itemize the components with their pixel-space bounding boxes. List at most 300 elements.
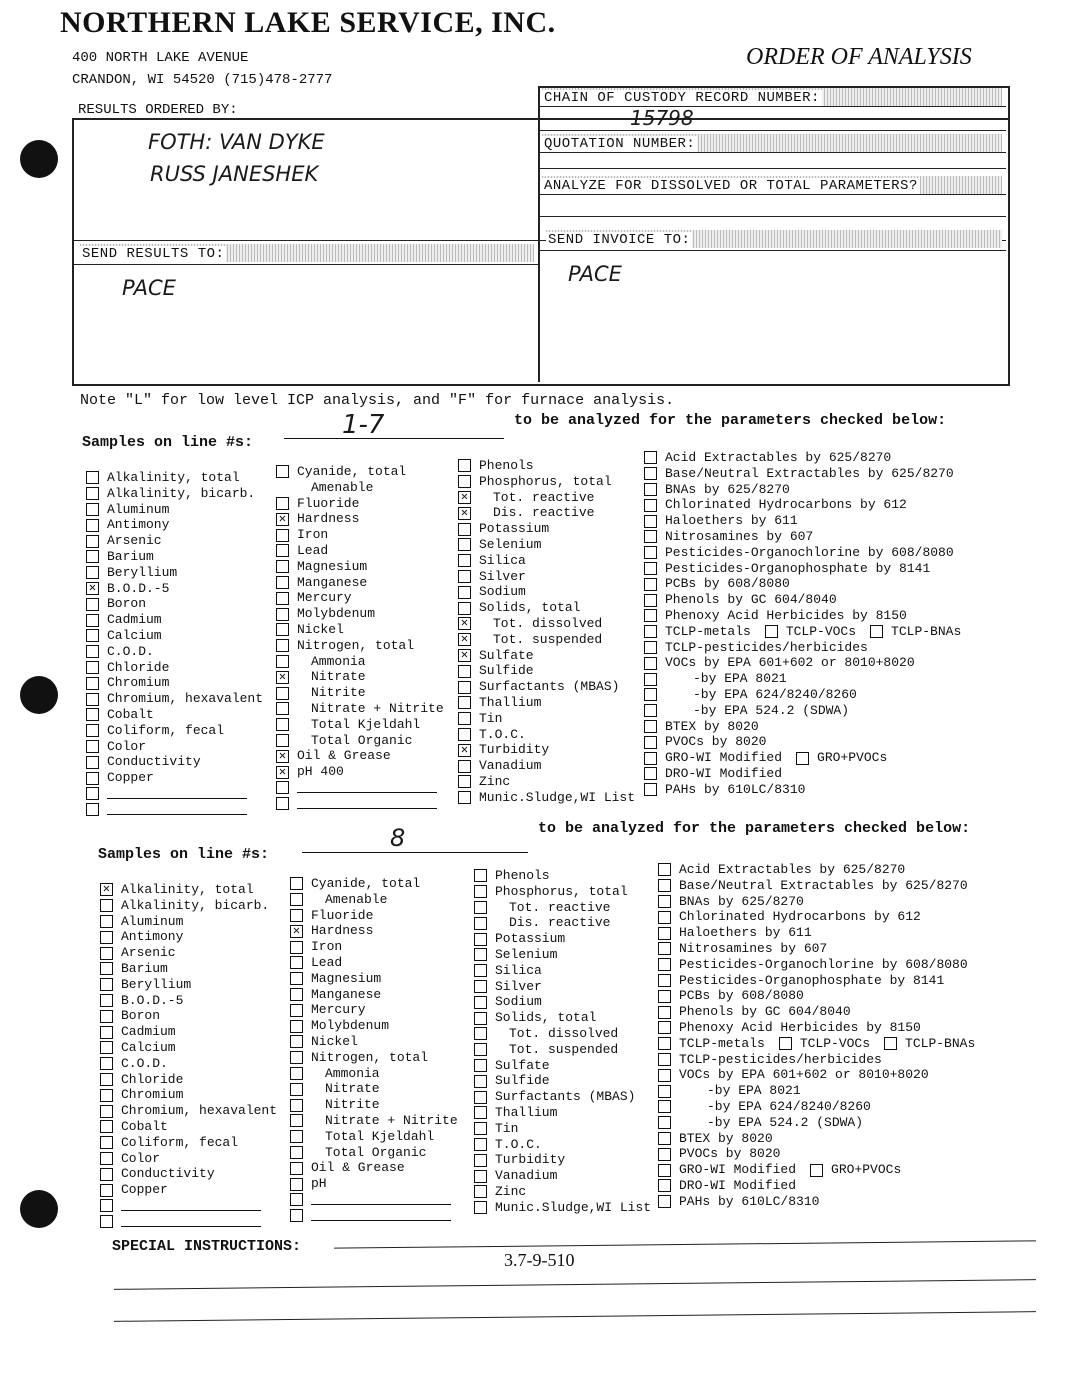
checkbox[interactable] xyxy=(658,1069,671,1082)
checked-checkbox[interactable] xyxy=(276,766,289,779)
checkbox[interactable] xyxy=(290,956,303,969)
checklist-item[interactable] xyxy=(474,884,651,900)
checkbox[interactable] xyxy=(290,893,303,906)
checklist-item[interactable] xyxy=(100,945,277,961)
checklist-item[interactable] xyxy=(658,957,975,973)
checkbox[interactable] xyxy=(86,519,99,532)
blank-entry-line[interactable] xyxy=(297,783,437,793)
checklist-item[interactable] xyxy=(276,796,444,812)
checklist-item[interactable] xyxy=(474,915,651,931)
checklist-item[interactable] xyxy=(290,1034,458,1050)
checkbox[interactable] xyxy=(86,724,99,737)
checklist-item[interactable] xyxy=(290,987,458,1003)
checkbox[interactable] xyxy=(458,760,471,773)
checklist-item[interactable] xyxy=(474,1042,651,1058)
checked-checkbox[interactable] xyxy=(86,582,99,595)
checklist-item[interactable] xyxy=(658,988,975,1004)
checklist-item[interactable] xyxy=(100,1056,277,1072)
checkbox[interactable] xyxy=(658,1100,671,1113)
special-instructions-line-1[interactable] xyxy=(334,1240,1036,1248)
checkbox[interactable] xyxy=(100,931,113,944)
checkbox[interactable] xyxy=(100,1120,113,1133)
checklist-item[interactable] xyxy=(276,780,444,796)
checklist-item[interactable] xyxy=(658,1036,975,1052)
checklist-item[interactable] xyxy=(644,576,961,592)
checklist-item[interactable] xyxy=(644,513,961,529)
send-results-value[interactable]: PACE xyxy=(122,276,176,300)
checklist-item[interactable] xyxy=(86,533,263,549)
results-ordered-by-line1[interactable]: FOTH: VAN DYKE xyxy=(148,130,325,154)
checklist-item[interactable] xyxy=(86,660,263,676)
checklist-item[interactable] xyxy=(100,961,277,977)
checkbox[interactable] xyxy=(86,803,99,816)
checkbox[interactable] xyxy=(458,475,471,488)
checkbox[interactable] xyxy=(290,941,303,954)
checklist-item[interactable] xyxy=(458,648,635,664)
checklist-item[interactable] xyxy=(290,1018,458,1034)
send-invoice-value[interactable]: PACE xyxy=(568,262,622,286)
checklist-item[interactable] xyxy=(658,1083,975,1099)
checkbox[interactable] xyxy=(86,550,99,563)
checkbox[interactable] xyxy=(644,625,657,638)
checklist-item[interactable] xyxy=(290,1129,458,1145)
chain-of-custody-value[interactable]: 15798 xyxy=(630,106,694,130)
checkbox[interactable] xyxy=(644,720,657,733)
checkbox[interactable] xyxy=(644,704,657,717)
checklist-item[interactable] xyxy=(658,878,975,894)
checkbox[interactable] xyxy=(100,1199,113,1212)
checklist-item[interactable] xyxy=(644,734,961,750)
checkbox[interactable] xyxy=(276,702,289,715)
checkbox[interactable] xyxy=(276,655,289,668)
checklist-item[interactable] xyxy=(290,892,458,908)
checklist-item[interactable] xyxy=(658,1178,975,1194)
checklist-item[interactable] xyxy=(658,925,975,941)
checklist-item[interactable] xyxy=(458,458,635,474)
checklist-item[interactable] xyxy=(474,1137,651,1153)
checkbox[interactable] xyxy=(796,752,809,765)
blank-entry-line[interactable] xyxy=(311,1195,451,1205)
checklist-item[interactable] xyxy=(458,474,635,490)
checkbox[interactable] xyxy=(474,885,487,898)
checklist-item[interactable] xyxy=(276,559,444,575)
checklist-item[interactable] xyxy=(458,758,635,774)
checklist-item[interactable] xyxy=(644,671,961,687)
checkbox[interactable] xyxy=(884,1037,897,1050)
checklist-item[interactable] xyxy=(86,517,263,533)
checklist-item[interactable] xyxy=(474,979,651,995)
checklist-item[interactable] xyxy=(644,561,961,577)
checkbox[interactable] xyxy=(86,661,99,674)
checkbox[interactable] xyxy=(458,570,471,583)
checklist-item[interactable] xyxy=(100,1024,277,1040)
checklist-item[interactable] xyxy=(474,1105,651,1121)
checkbox[interactable] xyxy=(644,530,657,543)
checkbox[interactable] xyxy=(290,1020,303,1033)
checklist-item[interactable] xyxy=(100,929,277,945)
checkbox[interactable] xyxy=(810,1164,823,1177)
checkbox[interactable] xyxy=(458,728,471,741)
checklist-item[interactable] xyxy=(86,707,263,723)
checklist-item[interactable] xyxy=(474,1026,651,1042)
checkbox[interactable] xyxy=(658,1164,671,1177)
checkbox[interactable] xyxy=(658,942,671,955)
checkbox[interactable] xyxy=(644,767,657,780)
checklist-item[interactable] xyxy=(290,1081,458,1097)
blank-entry-line[interactable] xyxy=(107,805,247,815)
checkbox[interactable] xyxy=(474,980,487,993)
checked-checkbox[interactable] xyxy=(100,883,113,896)
checkbox[interactable] xyxy=(290,1099,303,1112)
checkbox[interactable] xyxy=(100,962,113,975)
checklist-item[interactable] xyxy=(86,612,263,628)
checklist-item[interactable] xyxy=(474,963,651,979)
checkbox[interactable] xyxy=(276,623,289,636)
checkbox[interactable] xyxy=(779,1037,792,1050)
checkbox[interactable] xyxy=(100,1215,113,1228)
checkbox[interactable] xyxy=(658,1037,671,1050)
checklist-item[interactable] xyxy=(644,687,961,703)
checklist-item[interactable] xyxy=(658,909,975,925)
checklist-item[interactable] xyxy=(474,931,651,947)
checkbox[interactable] xyxy=(458,586,471,599)
checklist-item[interactable] xyxy=(86,723,263,739)
checklist-item[interactable] xyxy=(458,727,635,743)
checkbox[interactable] xyxy=(86,487,99,500)
checked-checkbox[interactable] xyxy=(276,513,289,526)
checkbox[interactable] xyxy=(644,562,657,575)
checkbox[interactable] xyxy=(644,515,657,528)
checklist-item[interactable] xyxy=(474,1089,651,1105)
checklist-item[interactable] xyxy=(644,703,961,719)
checkbox[interactable] xyxy=(644,467,657,480)
checkbox[interactable] xyxy=(100,1105,113,1118)
checkbox[interactable] xyxy=(658,1053,671,1066)
checkbox[interactable] xyxy=(86,566,99,579)
checkbox[interactable] xyxy=(474,1138,487,1151)
checkbox[interactable] xyxy=(658,1116,671,1129)
checkbox[interactable] xyxy=(86,598,99,611)
checkbox[interactable] xyxy=(474,1201,487,1214)
checkbox[interactable] xyxy=(458,712,471,725)
checklist-item[interactable] xyxy=(458,679,635,695)
checklist-item[interactable] xyxy=(474,994,651,1010)
checklist-item[interactable] xyxy=(290,955,458,971)
checkbox[interactable] xyxy=(290,1130,303,1143)
checkbox[interactable] xyxy=(474,1027,487,1040)
checklist-item[interactable] xyxy=(644,592,961,608)
checkbox[interactable] xyxy=(644,499,657,512)
checkbox[interactable] xyxy=(86,535,99,548)
checklist-item[interactable] xyxy=(100,1008,277,1024)
checklist-item[interactable] xyxy=(86,565,263,581)
checklist-item[interactable] xyxy=(100,898,277,914)
checkbox[interactable] xyxy=(474,1154,487,1167)
checkbox[interactable] xyxy=(458,791,471,804)
checkbox[interactable] xyxy=(644,752,657,765)
checkbox[interactable] xyxy=(276,560,289,573)
checklist-item[interactable] xyxy=(658,1115,975,1131)
checkbox[interactable] xyxy=(870,625,883,638)
checkbox[interactable] xyxy=(474,1170,487,1183)
checkbox[interactable] xyxy=(100,994,113,1007)
checkbox[interactable] xyxy=(86,693,99,706)
checkbox[interactable] xyxy=(658,927,671,940)
checklist-item[interactable] xyxy=(458,711,635,727)
checklist-item[interactable] xyxy=(658,1020,975,1036)
checklist-item[interactable] xyxy=(86,802,263,818)
samples-line-field-2[interactable] xyxy=(302,824,528,853)
checklist-item[interactable] xyxy=(458,600,635,616)
checkbox[interactable] xyxy=(458,602,471,615)
checklist-item[interactable] xyxy=(276,575,444,591)
checklist-item[interactable] xyxy=(290,971,458,987)
checklist-item[interactable] xyxy=(658,1162,975,1178)
checklist-item[interactable] xyxy=(474,900,651,916)
checkbox[interactable] xyxy=(290,909,303,922)
checklist-item[interactable] xyxy=(644,466,961,482)
checklist-item[interactable] xyxy=(658,894,975,910)
checklist-item[interactable] xyxy=(458,774,635,790)
checkbox[interactable] xyxy=(86,471,99,484)
checklist-item[interactable] xyxy=(86,754,263,770)
checklist-item[interactable] xyxy=(100,1040,277,1056)
checkbox[interactable] xyxy=(86,772,99,785)
checkbox[interactable] xyxy=(658,863,671,876)
checkbox[interactable] xyxy=(100,1026,113,1039)
checklist-item[interactable] xyxy=(276,527,444,543)
checklist-item[interactable] xyxy=(290,923,458,939)
checkbox[interactable] xyxy=(644,783,657,796)
checkbox[interactable] xyxy=(290,1146,303,1159)
checkbox[interactable] xyxy=(458,696,471,709)
checkbox[interactable] xyxy=(644,673,657,686)
checklist-item[interactable] xyxy=(644,655,961,671)
checklist-item[interactable] xyxy=(276,480,444,496)
checklist-item[interactable] xyxy=(290,1176,458,1192)
checkbox[interactable] xyxy=(276,497,289,510)
checklist-item[interactable] xyxy=(290,1050,458,1066)
checkbox[interactable] xyxy=(290,1051,303,1064)
checkbox[interactable] xyxy=(474,948,487,961)
checklist-item[interactable] xyxy=(100,993,277,1009)
checklist-item[interactable] xyxy=(276,590,444,606)
checklist-item[interactable] xyxy=(100,977,277,993)
checkbox[interactable] xyxy=(290,972,303,985)
checkbox[interactable] xyxy=(658,1179,671,1192)
checkbox[interactable] xyxy=(100,1152,113,1165)
checklist-item[interactable] xyxy=(86,628,263,644)
checkbox[interactable] xyxy=(290,988,303,1001)
checklist-item[interactable] xyxy=(100,1214,277,1230)
blank-entry-line[interactable] xyxy=(311,1211,451,1221)
checklist-item[interactable] xyxy=(276,669,444,685)
checklist-item[interactable] xyxy=(276,511,444,527)
checkbox[interactable] xyxy=(290,1162,303,1175)
checkbox[interactable] xyxy=(644,546,657,559)
checklist-item[interactable] xyxy=(100,1198,277,1214)
checkbox[interactable] xyxy=(644,594,657,607)
checkbox[interactable] xyxy=(644,641,657,654)
checkbox[interactable] xyxy=(458,665,471,678)
checklist-item[interactable] xyxy=(86,486,263,502)
checkbox[interactable] xyxy=(458,681,471,694)
checklist-item[interactable] xyxy=(290,1192,458,1208)
checkbox[interactable] xyxy=(290,1178,303,1191)
checkbox[interactable] xyxy=(276,781,289,794)
checklist-item[interactable] xyxy=(658,1131,975,1147)
checklist-item[interactable] xyxy=(276,464,444,480)
checkbox[interactable] xyxy=(658,1195,671,1208)
checklist-item[interactable] xyxy=(86,470,263,486)
checklist-item[interactable] xyxy=(86,581,263,597)
checked-checkbox[interactable] xyxy=(458,744,471,757)
checkbox[interactable] xyxy=(658,911,671,924)
checkbox[interactable] xyxy=(458,775,471,788)
checkbox[interactable] xyxy=(100,1041,113,1054)
checkbox[interactable] xyxy=(276,797,289,810)
checkbox[interactable] xyxy=(100,899,113,912)
checklist-item[interactable] xyxy=(290,1097,458,1113)
checkbox[interactable] xyxy=(100,1057,113,1070)
checkbox[interactable] xyxy=(474,1185,487,1198)
checklist-item[interactable] xyxy=(644,529,961,545)
checklist-item[interactable] xyxy=(644,497,961,513)
checkbox[interactable] xyxy=(474,1106,487,1119)
checkbox[interactable] xyxy=(658,1148,671,1161)
checkbox[interactable] xyxy=(474,1043,487,1056)
checkbox[interactable] xyxy=(276,639,289,652)
checklist-item[interactable] xyxy=(100,1072,277,1088)
checklist-item[interactable] xyxy=(290,1002,458,1018)
checklist-item[interactable] xyxy=(474,1010,651,1026)
checked-checkbox[interactable] xyxy=(276,671,289,684)
checkbox[interactable] xyxy=(474,869,487,882)
checkbox[interactable] xyxy=(86,677,99,690)
checklist-item[interactable] xyxy=(658,1067,975,1083)
checklist-item[interactable] xyxy=(658,1004,975,1020)
checklist-item[interactable] xyxy=(276,764,444,780)
blank-entry-line[interactable] xyxy=(107,789,247,799)
checklist-item[interactable] xyxy=(100,882,277,898)
checkbox[interactable] xyxy=(474,901,487,914)
checkbox[interactable] xyxy=(644,451,657,464)
checklist-item[interactable] xyxy=(86,786,263,802)
checklist-item[interactable] xyxy=(276,606,444,622)
checkbox[interactable] xyxy=(86,503,99,516)
checklist-item[interactable] xyxy=(474,868,651,884)
checkbox[interactable] xyxy=(644,483,657,496)
checkbox[interactable] xyxy=(474,996,487,1009)
checkbox[interactable] xyxy=(290,1193,303,1206)
checklist-item[interactable] xyxy=(86,596,263,612)
checklist-item[interactable] xyxy=(458,537,635,553)
checkbox[interactable] xyxy=(86,708,99,721)
checklist-item[interactable] xyxy=(458,490,635,506)
checkbox[interactable] xyxy=(658,1006,671,1019)
checklist-item[interactable] xyxy=(290,1145,458,1161)
checkbox[interactable] xyxy=(100,1089,113,1102)
checkbox[interactable] xyxy=(86,629,99,642)
checklist-item[interactable] xyxy=(474,1058,651,1074)
checklist-item[interactable] xyxy=(86,502,263,518)
checklist-item[interactable] xyxy=(290,1066,458,1082)
checkbox[interactable] xyxy=(86,740,99,753)
checklist-item[interactable] xyxy=(458,663,635,679)
checklist-item[interactable] xyxy=(290,876,458,892)
checkbox[interactable] xyxy=(290,1209,303,1222)
checkbox[interactable] xyxy=(474,1059,487,1072)
checklist-item[interactable] xyxy=(290,908,458,924)
checklist-item[interactable] xyxy=(658,973,975,989)
checkbox[interactable] xyxy=(644,578,657,591)
checklist-item[interactable] xyxy=(458,742,635,758)
checklist-item[interactable] xyxy=(644,782,961,798)
checkbox[interactable] xyxy=(658,1021,671,1034)
checkbox[interactable] xyxy=(458,554,471,567)
checklist-item[interactable] xyxy=(290,939,458,955)
checklist-item[interactable] xyxy=(474,1184,651,1200)
checklist-item[interactable] xyxy=(276,748,444,764)
checklist-item[interactable] xyxy=(658,1194,975,1210)
checklist-item[interactable] xyxy=(290,1160,458,1176)
special-instructions-line-2[interactable] xyxy=(114,1279,1036,1290)
checkbox[interactable] xyxy=(474,1122,487,1135)
checkbox[interactable] xyxy=(765,625,778,638)
checklist-item[interactable] xyxy=(86,675,263,691)
checkbox[interactable] xyxy=(658,1085,671,1098)
checkbox[interactable] xyxy=(100,978,113,991)
checkbox[interactable] xyxy=(474,964,487,977)
checklist-item[interactable] xyxy=(100,1182,277,1198)
checklist-item[interactable] xyxy=(458,632,635,648)
checkbox[interactable] xyxy=(100,1168,113,1181)
checkbox[interactable] xyxy=(276,529,289,542)
checked-checkbox[interactable] xyxy=(458,507,471,520)
checkbox[interactable] xyxy=(100,915,113,928)
checklist-item[interactable] xyxy=(658,941,975,957)
checklist-item[interactable] xyxy=(474,1073,651,1089)
checkbox[interactable] xyxy=(290,1083,303,1096)
checklist-item[interactable] xyxy=(276,717,444,733)
checkbox[interactable] xyxy=(100,947,113,960)
checklist-item[interactable] xyxy=(458,553,635,569)
checklist-item[interactable] xyxy=(276,543,444,559)
checklist-item[interactable] xyxy=(290,1208,458,1224)
checked-checkbox[interactable] xyxy=(290,925,303,938)
checkbox[interactable] xyxy=(86,756,99,769)
checklist-item[interactable] xyxy=(100,1135,277,1151)
checkbox[interactable] xyxy=(290,1067,303,1080)
checklist-item[interactable] xyxy=(100,1151,277,1167)
checkbox[interactable] xyxy=(276,544,289,557)
checklist-item[interactable] xyxy=(86,644,263,660)
checkbox[interactable] xyxy=(644,736,657,749)
checklist-item[interactable] xyxy=(100,1119,277,1135)
checklist-item[interactable] xyxy=(458,569,635,585)
checkbox[interactable] xyxy=(290,1035,303,1048)
checklist-item[interactable] xyxy=(474,1200,651,1216)
checklist-item[interactable] xyxy=(86,739,263,755)
checkbox[interactable] xyxy=(100,1136,113,1149)
checkbox[interactable] xyxy=(290,877,303,890)
checkbox[interactable] xyxy=(658,1132,671,1145)
checkbox[interactable] xyxy=(474,933,487,946)
checkbox[interactable] xyxy=(276,576,289,589)
checkbox[interactable] xyxy=(276,734,289,747)
checklist-item[interactable] xyxy=(86,691,263,707)
results-ordered-by-line2[interactable]: RUSS JANESHEK xyxy=(150,162,319,186)
